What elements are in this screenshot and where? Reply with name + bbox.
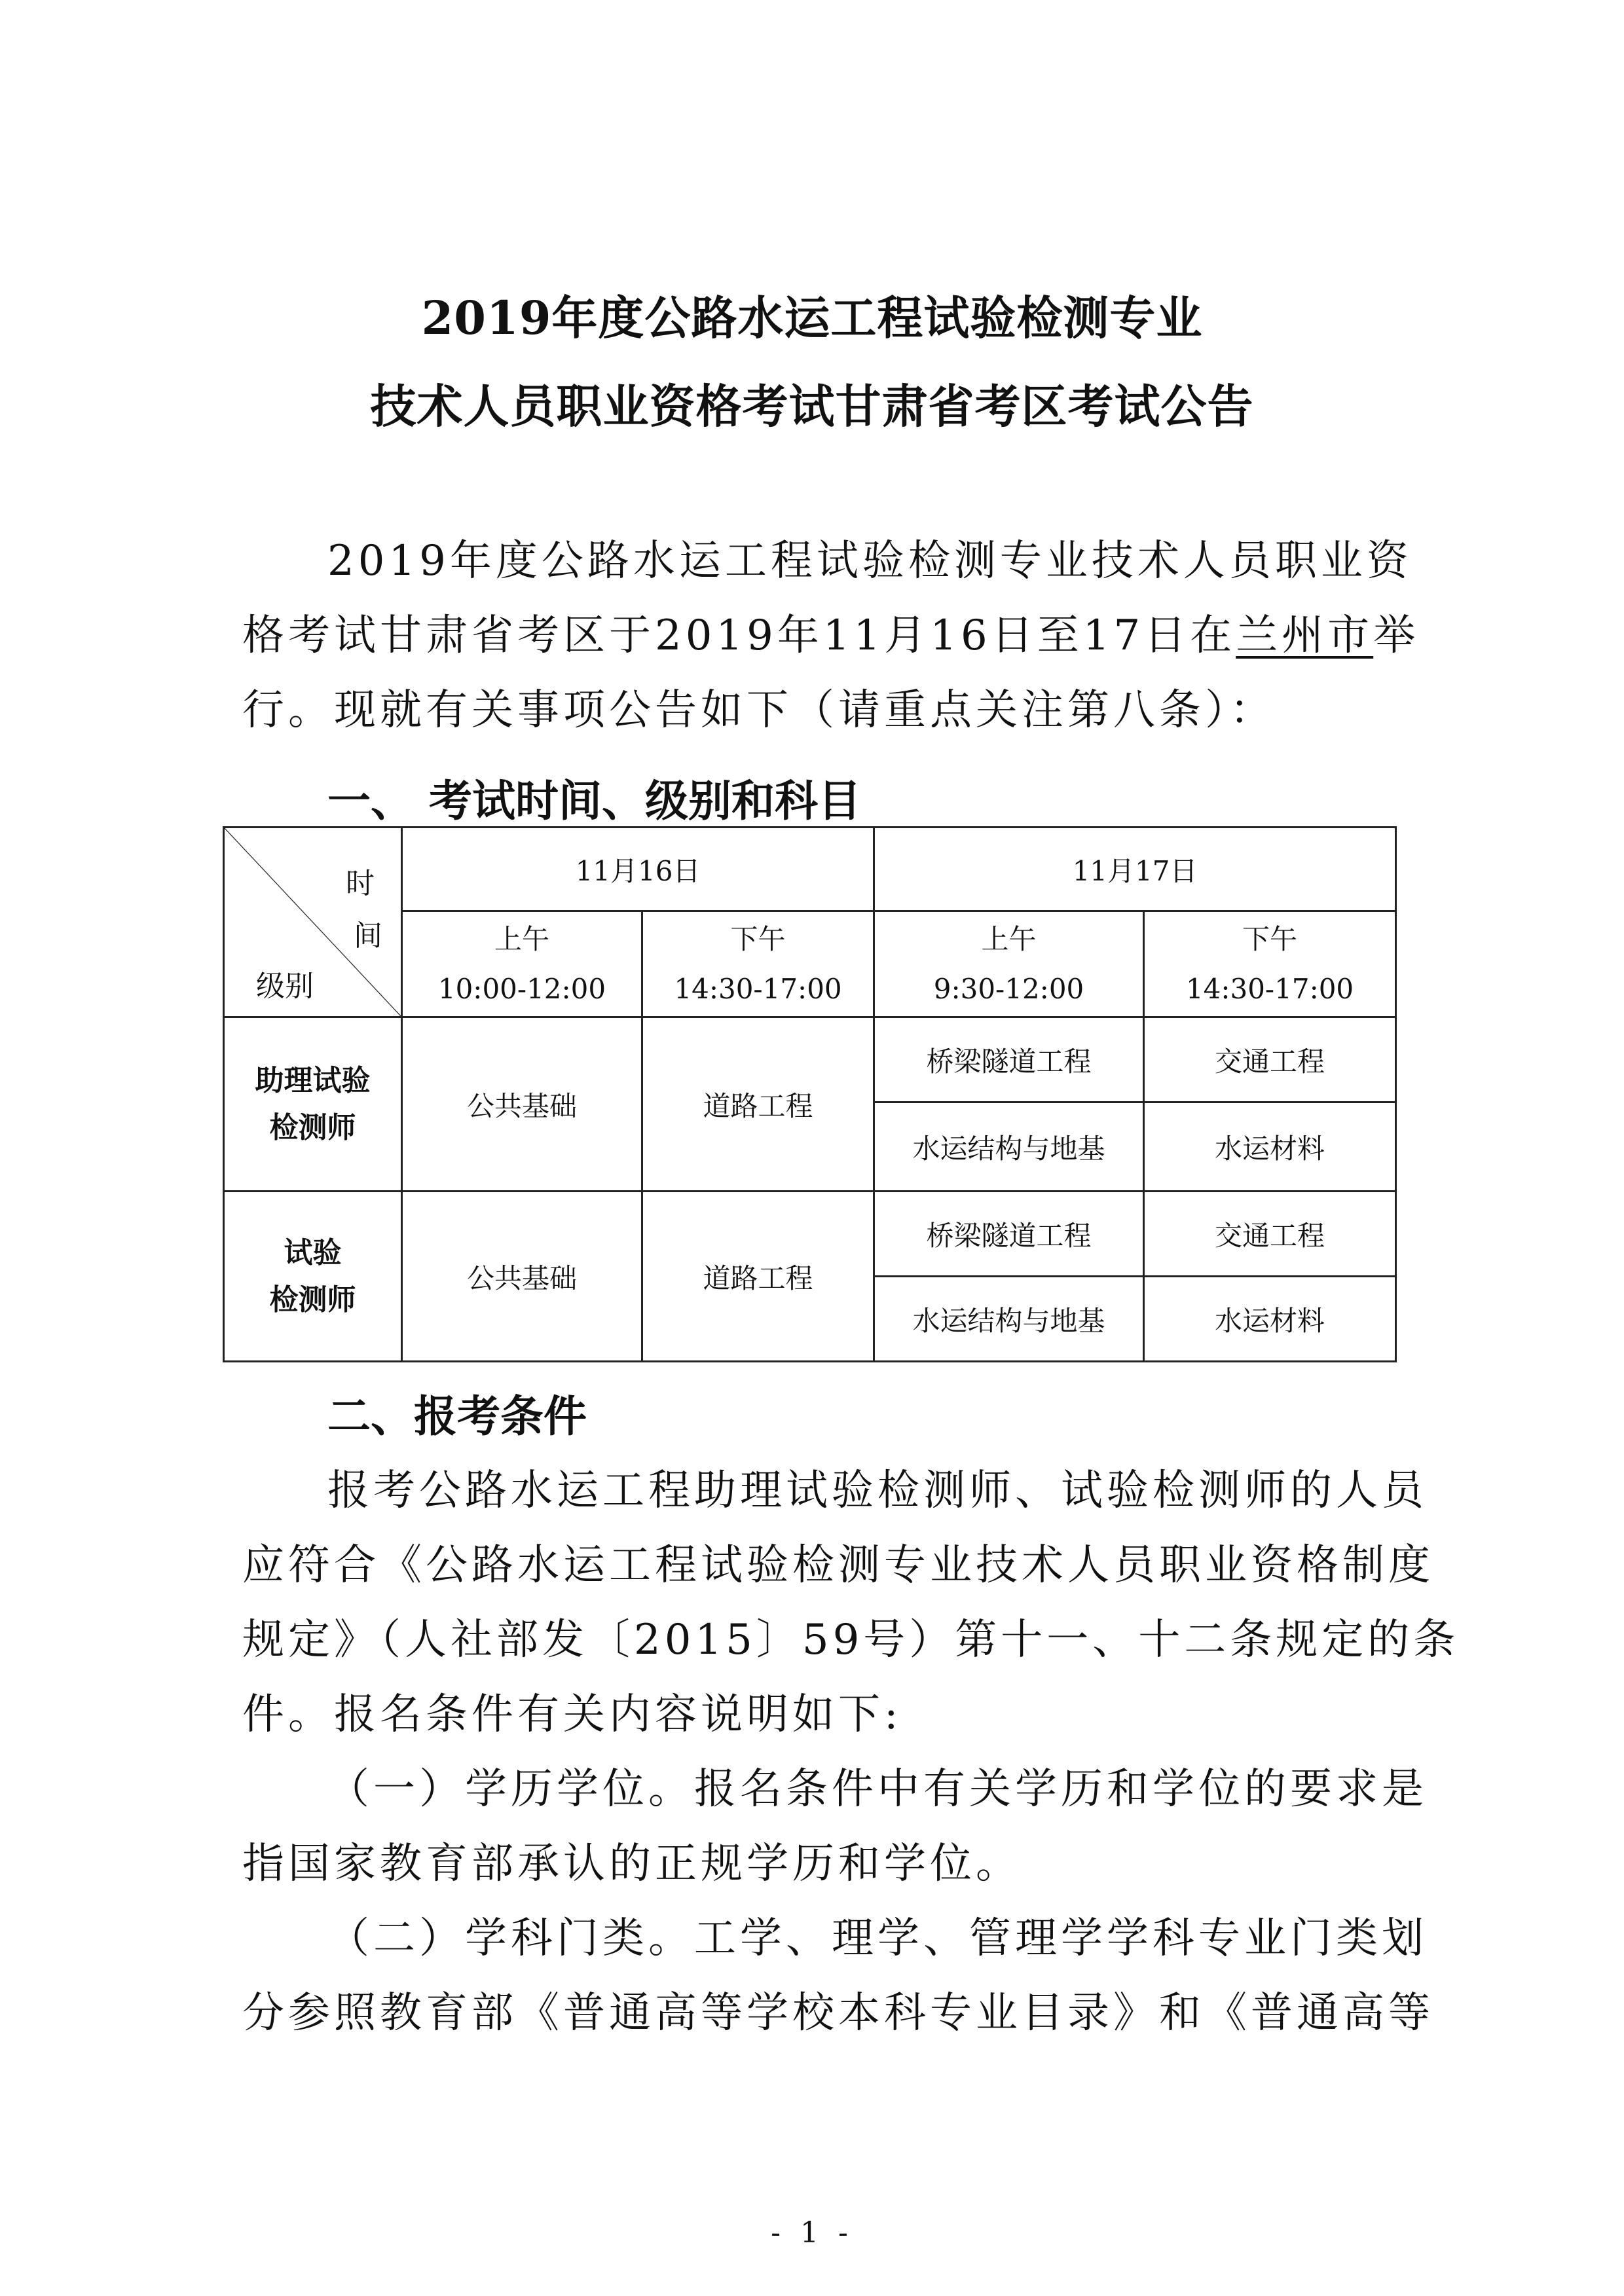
session-period: 下午 bbox=[730, 922, 786, 955]
subject-cell: 交通工程 bbox=[1144, 1192, 1396, 1277]
level-name: 检测师 bbox=[269, 1283, 356, 1317]
session-period: 下午 bbox=[1242, 922, 1298, 955]
subject-cell: 公共基础 bbox=[402, 1192, 642, 1362]
session-header bbox=[642, 911, 874, 1017]
session-time: 10:00-12:00 bbox=[437, 972, 606, 1005]
session-header bbox=[874, 911, 1144, 1017]
subject-cell: 交通工程 bbox=[1144, 1017, 1396, 1102]
paragraph-line: 应符合《公路水运工程试验检测专业技术人员职业资格制度 bbox=[242, 1541, 1434, 1590]
intro-line-2 bbox=[242, 598, 1420, 673]
intro-line-2-start: 格考试甘肃省考区于2019年11月16日至17日在 bbox=[242, 611, 1236, 660]
subject-cell: 水运结构与地基 bbox=[874, 1277, 1144, 1362]
table-corner-header bbox=[224, 828, 402, 1017]
session-time: 14:30-17:00 bbox=[1185, 972, 1354, 1005]
discipline-paragraph bbox=[242, 1901, 1434, 2050]
level-name: 检测师 bbox=[269, 1110, 356, 1144]
subject-cell: 水运材料 bbox=[1144, 1102, 1396, 1192]
subject-cell: 道路工程 bbox=[642, 1017, 874, 1192]
corner-label-shi: 时 bbox=[346, 867, 375, 900]
subject-cell: 水运结构与地基 bbox=[874, 1102, 1144, 1192]
eligibility-paragraph bbox=[242, 1453, 1460, 1752]
exam-location: 兰州市 bbox=[1236, 611, 1374, 660]
section-1-heading: 一、 考试时间、级别和科目 bbox=[327, 776, 861, 826]
session-period: 上午 bbox=[981, 922, 1037, 955]
level-name: 助理试验 bbox=[255, 1063, 371, 1097]
intro-line-3: 行。现就有关事项公告如下（请重点关注第八条）： bbox=[242, 686, 1276, 735]
page-number: - 1 - bbox=[771, 2216, 853, 2250]
paragraph-line: 件。报名条件有关内容说明如下: bbox=[242, 1690, 902, 1739]
day-header-nov16: 11月16日 bbox=[402, 828, 874, 911]
paragraph-line: （一）学历学位。报名条件中有关学历和学位的要求是 bbox=[327, 1765, 1428, 1813]
paragraph-line: （二）学科门类。工学、理学、管理学学科专业门类划 bbox=[327, 1914, 1428, 1963]
document-title-line-1: 2019年度公路水运工程试验检测专业 bbox=[421, 291, 1203, 345]
paragraph-line: 报考公路水运工程助理试验检测师、试验检测师的人员 bbox=[327, 1467, 1428, 1515]
level-cell-assistant bbox=[224, 1017, 402, 1192]
corner-label-level: 级别 bbox=[256, 970, 314, 1003]
exam-schedule-table bbox=[223, 826, 1397, 1362]
session-time: 14:30-17:00 bbox=[674, 972, 842, 1005]
subject-cell: 公共基础 bbox=[402, 1017, 642, 1192]
paragraph-line: 指国家教育部承认的正规学历和学位。 bbox=[242, 1840, 1022, 1888]
session-header bbox=[402, 911, 642, 1017]
session-period: 上午 bbox=[494, 922, 549, 955]
intro-line-1: 2019年度公路水运工程试验检测专业技术人员职业资 bbox=[327, 537, 1412, 585]
corner-label-jian: 间 bbox=[354, 919, 382, 953]
paragraph-line: 规定》（人社部发〔2015〕59号）第十一、十二条规定的条 bbox=[242, 1616, 1460, 1664]
session-header bbox=[1144, 911, 1396, 1017]
intro-paragraph bbox=[242, 524, 1420, 748]
document-title-line-2: 技术人员职业资格考试甘肃省考区考试公告 bbox=[370, 379, 1254, 433]
section-2-heading: 二、报考条件 bbox=[327, 1391, 587, 1442]
subject-cell: 桥梁隧道工程 bbox=[874, 1017, 1144, 1102]
level-name: 试验 bbox=[284, 1235, 342, 1269]
subject-cell: 水运材料 bbox=[1144, 1277, 1396, 1362]
level-cell-engineer bbox=[224, 1192, 402, 1362]
session-time: 9:30-12:00 bbox=[933, 972, 1084, 1005]
day-header-nov17: 11月17日 bbox=[874, 828, 1396, 911]
intro-line-2-end: 举 bbox=[1373, 611, 1420, 660]
paragraph-line: 分参照教育部《普通高等学校本科专业目录》和《普通高等 bbox=[242, 1989, 1434, 2037]
education-paragraph bbox=[242, 1752, 1428, 1901]
subject-cell: 桥梁隧道工程 bbox=[874, 1192, 1144, 1277]
subject-cell: 道路工程 bbox=[642, 1192, 874, 1362]
